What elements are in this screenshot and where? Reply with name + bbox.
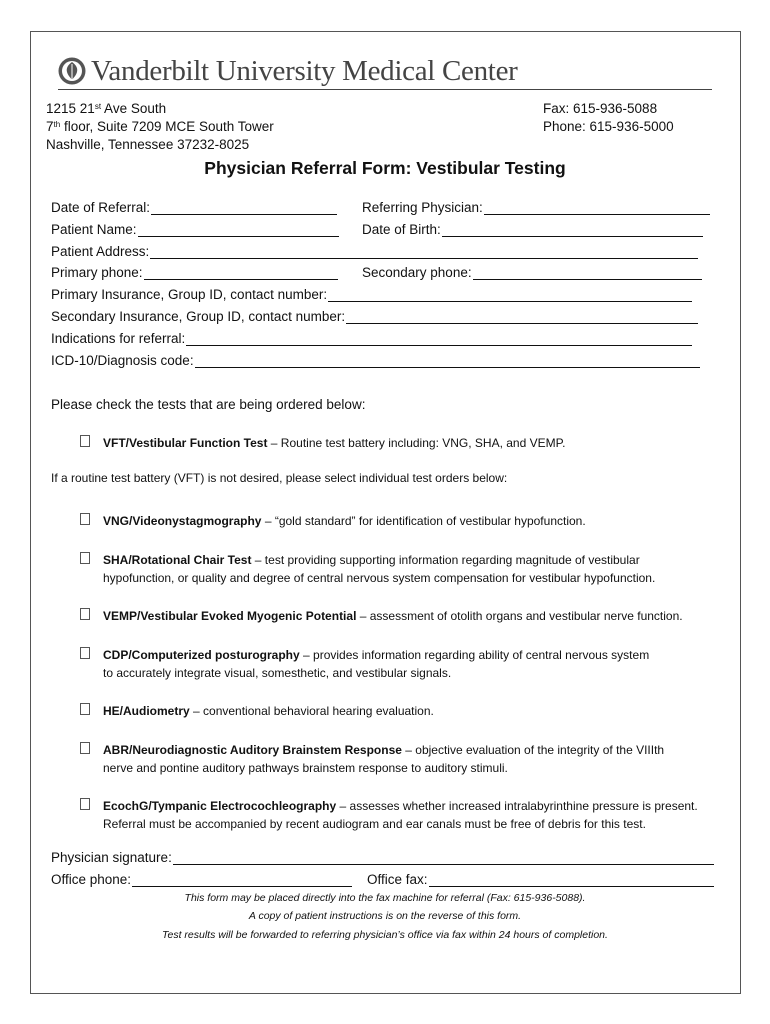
checkbox[interactable] <box>80 552 90 564</box>
test-option-label: SHA/Rotational Chair Test – test providing supporting information regarding magnitude of vestibular hypofunction, or quality and degree of central nervous system compensation for vestibular hypofunction. <box>103 553 656 585</box>
secondary-phone-field[interactable]: Secondary phone: <box>362 265 702 280</box>
test-option-label: VNG/Videonystagmography – “gold standard” for identification of vestibular hypofunction. <box>103 514 586 528</box>
address-block <box>46 100 274 154</box>
footer-line-3: Test results will be forwarded to referring physician’s office via fax within 24 hours of completion. <box>162 929 608 941</box>
logo-text: Vanderbilt University Medical Center <box>91 54 518 87</box>
primary-phone-field[interactable]: Primary phone: <box>51 265 338 280</box>
phone-number: Phone: 615-936-5000 <box>543 119 674 134</box>
patient-name-field[interactable]: Patient Name: <box>51 222 339 237</box>
vumc-logo <box>57 53 518 89</box>
address-line-1: 1215 21st Ave South <box>46 101 167 116</box>
test-option-label: ABR/Neurodiagnostic Auditory Brainstem Response – objective evaluation of the integrity of the VIIIth nerve and pontine auditory pathways brainstem response to auditory stimuli. <box>103 743 665 775</box>
patient-address-field[interactable]: Patient Address: <box>51 244 698 259</box>
footer-line-1: This form may be placed directly into the fax machine for referral (Fax: 615-936-5088). <box>184 892 586 904</box>
checkbox[interactable] <box>80 742 90 754</box>
vft-option[interactable] <box>80 434 90 452</box>
logo-divider <box>58 89 712 90</box>
primary-insurance-field[interactable]: Primary Insurance, Group ID, contact number: <box>51 287 692 302</box>
oak-leaf-seal-icon <box>57 56 87 86</box>
test-option-checkbox[interactable] <box>80 607 90 625</box>
checkbox[interactable] <box>80 647 90 659</box>
office-phone-field[interactable]: Office phone: <box>51 872 352 887</box>
vft-label: VFT/Vestibular Function Test – Routine test battery including: VNG, SHA, and VEMP. <box>103 436 566 450</box>
checkbox[interactable] <box>80 608 90 620</box>
secondary-insurance-field[interactable]: Secondary Insurance, Group ID, contact number: <box>51 309 698 324</box>
test-option-label: CDP/Computerized posturography – provides information regarding ability of central nervous system to accurately integrate visual, somesthetic, and vestibular signals. <box>103 648 650 680</box>
address-line-2: 7th floor, Suite 7209 MCE South Tower <box>46 119 274 134</box>
referring-physician-field[interactable]: Referring Physician: <box>362 200 710 215</box>
date-of-referral-field[interactable]: Date of Referral: <box>51 200 337 215</box>
test-option-checkbox[interactable] <box>80 702 90 720</box>
vft-checkbox[interactable] <box>80 435 90 447</box>
test-option-checkbox[interactable] <box>80 551 90 569</box>
contact-block <box>543 100 674 136</box>
test-option-checkbox[interactable] <box>80 512 90 530</box>
icd10-field[interactable]: ICD-10/Diagnosis code: <box>51 353 700 368</box>
form-title: Physician Referral Form: Vestibular Testing <box>204 158 566 178</box>
test-option-label: HE/Audiometry – conventional behavioral hearing evaluation. <box>103 704 434 718</box>
checkbox[interactable] <box>80 513 90 525</box>
test-option-checkbox[interactable] <box>80 741 90 759</box>
office-fax-field[interactable]: Office fax: <box>367 872 714 887</box>
test-option-checkbox[interactable] <box>80 797 90 815</box>
address-line-3: Nashville, Tennessee 37232-8025 <box>46 137 250 152</box>
fax-number: Fax: 615-936-5088 <box>543 101 658 116</box>
checkbox[interactable] <box>80 798 90 810</box>
check-tests-instructions: Please check the tests that are being ordered below: <box>51 397 366 412</box>
checkbox[interactable] <box>80 703 90 715</box>
test-option-checkbox[interactable] <box>80 646 90 664</box>
individual-tests-note: If a routine test battery (VFT) is not desired, please select individual test orders below: <box>51 471 508 485</box>
footer-line-2: A copy of patient instructions is on the reverse of this form. <box>248 910 522 922</box>
physician-signature-field[interactable]: Physician signature: <box>51 850 714 865</box>
indications-field[interactable]: Indications for referral: <box>51 331 692 346</box>
test-option-label: EcochG/Tympanic Electrocochleography – assesses whether increased intralabyrinthine pressure is present. Referral must be accompanied by recent audiogram and ear canals must be free of debris for this test. <box>103 799 698 831</box>
test-option-label: VEMP/Vestibular Evoked Myogenic Potential – assessment of otolith organs and vestibular nerve function. <box>103 609 683 623</box>
date-of-birth-field[interactable]: Date of Birth: <box>362 222 703 237</box>
